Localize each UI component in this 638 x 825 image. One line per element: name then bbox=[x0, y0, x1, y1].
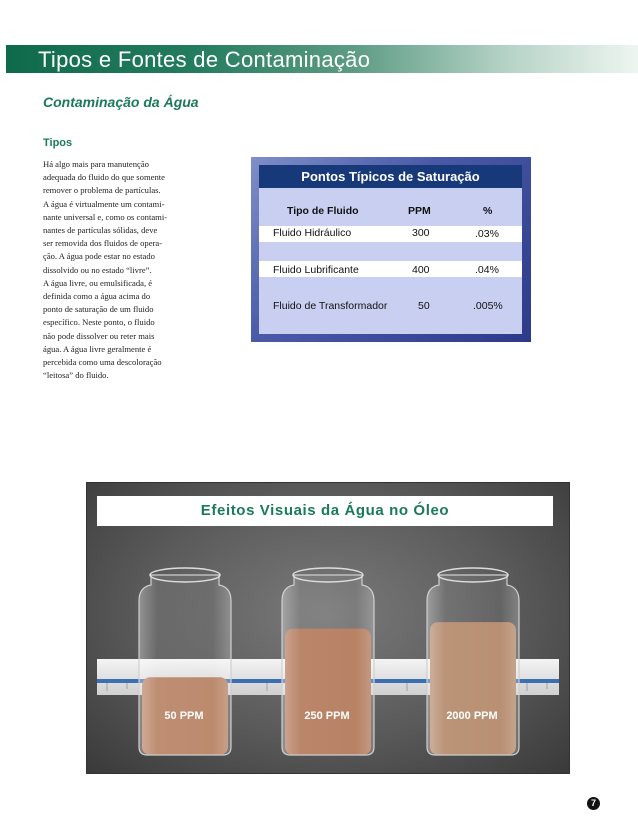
jar-label-2000ppm: 2000 PPM bbox=[446, 710, 498, 722]
table-row-2-fluid: Fluido Lubrificante bbox=[273, 264, 359, 276]
jars-illustration bbox=[87, 483, 569, 773]
page-number: 7 bbox=[587, 797, 600, 810]
body-line: “leitosa” do fluido. bbox=[43, 370, 109, 381]
body-text bbox=[43, 158, 215, 382]
jar-label-250ppm: 250 PPM bbox=[304, 710, 350, 722]
page-title: Tipos e Fontes de Contaminação bbox=[38, 47, 371, 72]
body-line: remover o problema de partículas. bbox=[43, 185, 161, 196]
body-line: percebida como uma descoloração bbox=[43, 357, 162, 368]
body-line: nantes de partículas sólidas, deve bbox=[43, 225, 158, 236]
table-row-1-ppm: 300 bbox=[412, 227, 430, 239]
body-line: adequada do fluido do que somente bbox=[43, 172, 165, 183]
table-row-2-ppm: 400 bbox=[412, 264, 430, 276]
body-line: ponto de saturação de um fluido bbox=[43, 304, 154, 315]
body-line: ser removida dos fluidos de opera- bbox=[43, 238, 163, 249]
body-line: água. A água livre geralmente é bbox=[43, 343, 152, 354]
section-subtitle: Tipos bbox=[43, 137, 73, 149]
table-row-3-percent: .005% bbox=[473, 300, 503, 312]
photo-title: Efeitos Visuais da Água no Óleo bbox=[200, 502, 450, 519]
saturation-table-title: Pontos Típicos de Saturação bbox=[259, 165, 522, 188]
body-line: Há algo mais para manutenção bbox=[43, 159, 149, 169]
body-line: dissolvido ou no estado “livre”. bbox=[43, 264, 152, 275]
jar-glass bbox=[139, 575, 231, 755]
section-title: Contaminação da Água bbox=[43, 94, 199, 110]
table-row-1-percent: .03% bbox=[475, 228, 499, 240]
table-row-2-percent: .04% bbox=[475, 264, 499, 276]
body-line: ção. A água pode estar no estado bbox=[43, 251, 155, 262]
body-line: nante universal e, como os contami- bbox=[43, 211, 168, 222]
body-line: A água é virtualmente um contami- bbox=[43, 198, 165, 209]
column-header-ppm: PPM bbox=[408, 205, 431, 217]
body-line: específico. Neste ponto, o fluido bbox=[43, 317, 155, 328]
body-line: A água livre, ou emulsificada, é bbox=[43, 277, 153, 288]
jar-glass bbox=[282, 575, 374, 755]
body-line: definida como a água acima do bbox=[43, 291, 151, 302]
column-header-fluid: Tipo de Fluido bbox=[287, 205, 359, 217]
table-row-3-ppm: 50 bbox=[418, 300, 430, 312]
column-header-percent: % bbox=[483, 205, 493, 217]
table-row-1-fluid: Fluido Hidráulico bbox=[273, 227, 352, 239]
jar-glass bbox=[427, 575, 519, 755]
body-line: não pode dissolver ou reter mais bbox=[43, 330, 155, 341]
table-row-3-fluid: Fluido de Transformador bbox=[273, 300, 388, 312]
jar-label-50ppm: 50 PPM bbox=[164, 710, 204, 722]
